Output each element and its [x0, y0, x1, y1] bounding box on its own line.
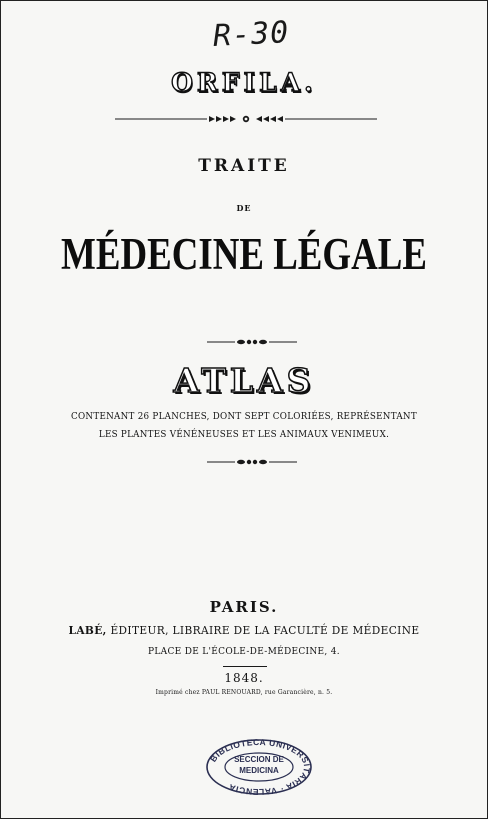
- ornament-rule-top: [115, 114, 377, 124]
- stamp-center-line-1: SECCION DE: [234, 755, 284, 764]
- imprint-city: PARIS.: [209, 598, 279, 616]
- atlas-subtitle-line-1: CONTENANT 26 PLANCHES, DONT SEPT COLORIÉES, REPRÉSENTANT: [71, 411, 417, 422]
- library-stamp: [205, 738, 313, 796]
- stamp-center-line-2: MEDICINA: [239, 766, 279, 775]
- imprint-rule: [223, 666, 267, 667]
- imprint-year: 1848.: [224, 671, 264, 685]
- author-name: ORFILA.: [171, 68, 317, 97]
- ornament-divider-lower: [207, 457, 297, 467]
- atlas-heading: ATLAS: [173, 361, 315, 400]
- imprint-publisher: [48, 623, 440, 637]
- title-connector: DE: [236, 203, 252, 213]
- title-prefix: TRAITE: [198, 156, 290, 176]
- main-title: MÉDECINE LÉGALE: [60, 229, 428, 279]
- ornament-divider-upper: [207, 337, 297, 347]
- publisher-name: LABÉ,: [68, 623, 107, 637]
- atlas-subtitle-line-2: LES PLANTES VÉNÉNEUSES ET LES ANIMAUX VENIMEUX.: [98, 429, 390, 440]
- imprint-address: PLACE DE L'ÉCOLE-DE-MÉDECINE, 4.: [148, 647, 340, 657]
- handwritten-shelfmark: R-30: [212, 15, 291, 54]
- publisher-description: ÉDITEUR, LIBRAIRE DE LA FACULTÉ DE MÉDECINE: [110, 623, 420, 637]
- printer-credit: Imprimé chez PAUL RENOUARD, rue Garancière, n. 5.: [155, 689, 333, 696]
- stamp-arc-text: BIBLIOTECA UNIVERSITARIA · VALENCIA: [207, 738, 313, 796]
